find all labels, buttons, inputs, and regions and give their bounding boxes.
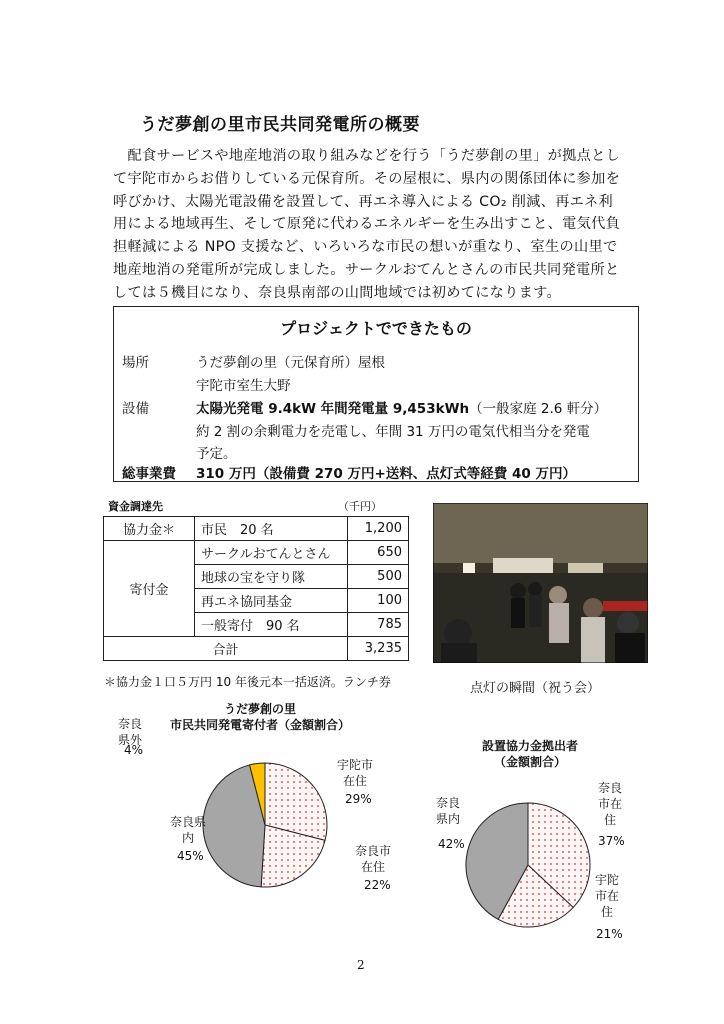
chart1-pct-out: 4%: [124, 743, 144, 757]
equipment-note: （一般家庭 2.6 軒分）: [469, 401, 608, 417]
cost-value: 310 万円（設備費 270 万円+送料、点灯式等経費 40 万円）: [196, 466, 576, 482]
photo-scene: [433, 503, 648, 663]
page-title: うだ夢創の里市民共同発電所の概要: [140, 115, 420, 135]
cell-val: 100: [348, 589, 409, 613]
chart2-label-uda: 宇陀 市在 住: [595, 873, 620, 919]
cell-val: 1,200: [348, 517, 409, 541]
funding-unit: （千円）: [338, 500, 382, 513]
chart1-title-line1: うだ夢創の里: [223, 702, 296, 716]
chart2-title-line2: （金額割合）: [493, 755, 566, 769]
cell-name: 市民 20 名: [195, 517, 348, 541]
chart1-label-uda: 宇陀市 在住: [337, 758, 374, 788]
photo-caption: 点灯の瞬間（祝う会）: [470, 681, 601, 696]
chart2-label-nara: 奈良 市在 住: [598, 781, 623, 827]
cell-val: 500: [348, 565, 409, 589]
chart1-title: [160, 701, 360, 733]
total-label: 合計: [104, 637, 348, 661]
chart1-pct-uda: 29%: [345, 792, 372, 806]
chart2-label-pref: 奈良 県内: [436, 796, 461, 826]
funding-table: [103, 516, 409, 661]
para-line: 地産地消の発電所が完成しました。サークルおてんとさんの市民共同発電所と: [113, 261, 620, 278]
funding-heading: 資金調達先: [108, 500, 163, 513]
intro-paragraph: [113, 145, 633, 305]
funding-footnote: ＊協力金１口５万円 10 年後元本一括返済。ランチ券: [104, 675, 391, 689]
cost-label: 総事業費: [122, 466, 176, 482]
cell-val: 650: [348, 541, 409, 565]
event-photo: [433, 503, 648, 663]
chart1-label-nara: 奈良市 在住: [355, 844, 392, 874]
chart1-pct-pref: 45%: [177, 849, 204, 863]
total-val: 3,235: [348, 637, 409, 661]
equipment-bold: 太陽光発電 9.4kW 年間発電量 9,453kWh: [196, 401, 470, 417]
equipment-label: 設備: [122, 401, 149, 417]
chart2-pct-pref: 42%: [438, 837, 465, 851]
para-line: 用による地域再生、そして原発に代わるエネルギーを生み出すこと、電気代負: [113, 216, 621, 233]
chart1-slices: [203, 763, 327, 887]
cell-cat: 寄付金: [104, 541, 195, 637]
location-line2: 宇陀市室生大野: [196, 378, 291, 394]
equipment-line3: 予定。: [196, 446, 237, 462]
cell-name: 地球の宝を守り隊: [195, 565, 348, 589]
table-row: [104, 541, 409, 565]
cell-val: 785: [348, 613, 409, 637]
cell-name: 再エネ協同基金: [195, 589, 348, 613]
page-number: 2: [357, 958, 365, 972]
chart1-label-pref: 奈良県 内: [170, 815, 207, 845]
cell-cat: 協力金＊: [104, 517, 195, 541]
project-heading: プロジェクトでできたもの: [280, 319, 472, 338]
chart2-pie: [458, 795, 598, 935]
chart1-pct-nara: 22%: [364, 878, 391, 892]
chart1-label-out: 奈良 県外: [118, 717, 143, 747]
table-row: [104, 637, 409, 661]
table-row: [104, 517, 409, 541]
location-line1: うだ夢創の里（元保育所）屋根: [196, 355, 385, 371]
para-line: 配食サービスや地産地消の取り組みなどを行う「うだ夢創の里」が拠点とし: [113, 148, 621, 164]
para-line: しては５機目になり、奈良県南部の山間地域では初めてになります。: [113, 284, 561, 301]
equipment-line2: 約 2 割の余剰電力を売電し、年間 31 万円の電気代相当分を発電: [196, 424, 590, 440]
equipment-line1: [196, 397, 607, 417]
chart1-title-line2: 市民共同発電寄付者（金額割合）: [169, 718, 350, 732]
para-line: て宇陀市からお借りしている元保育所。その屋根に、県内の関係団体に参加を: [113, 170, 621, 187]
para-line: 担軽減による NPO 支援など、いろいろな市民の想いが重なり、室生の山里で: [113, 239, 618, 256]
chart1-pie: [195, 755, 335, 895]
cell-name: サークルおてんとさん: [195, 541, 348, 565]
chart2-pct-uda: 21%: [596, 927, 623, 941]
location-label: 場所: [122, 355, 149, 371]
chart2-pct-nara: 37%: [598, 834, 625, 848]
chart2-slices: [466, 803, 590, 927]
chart2-title: [455, 738, 605, 770]
para-line: 呼びかけ、太陽光電設備を設置して、再エネ導入による CO₂ 削減、再エネ利: [113, 193, 614, 210]
chart2-title-line1: 設置協力金拠出者: [481, 739, 578, 753]
cell-name: 一般寄付 90 名: [195, 613, 348, 637]
